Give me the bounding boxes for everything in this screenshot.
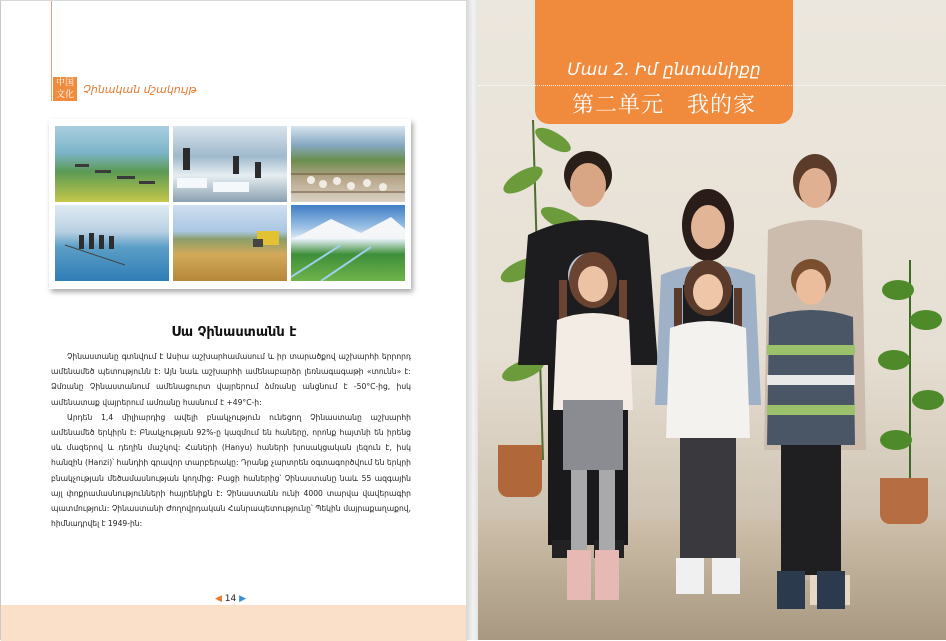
plant-right-icon — [870, 250, 946, 490]
girl-left-figure — [543, 250, 643, 605]
article-paragraph: Արդեն 1,4 միլիարդից ավելի բնակչություն ունեցող Չինաստանը աշխարհի ամենամեծ երկիրն է: Բնակչության 92%-ը կազմում են հաները, որոնք հայտնի են իրենց սև մազերով և դեղին մաշկով: Հաների (Hanyu) հաների խոսակցական լեզուն է, իսկ հանզին (Hanzi)՝ հանդիի գրավոր տարբերակը: Դրանք չարտրեն օգտագործվում են երկրի բնակչության մեծամասնության կողմից: Բացի հաներից՝ Չինաստանը նաև 55 ազգային այլ փոքրամասնությունների հայրենիքն է: Չինաստանն ունի 4000 տարվա վավերագիր պատմություն: Չինաստանի Ժողովրդական Հանրապետությունը՝ Պեկին մայրաքաղաքով, հիմնադրվել է 1949-ին: — [51, 412, 411, 529]
article-paragraph: Չինաստանը գտնվում է Ասիա աշխարհամասում և իր տարածքով աշխարհի երրորդ ամենամեծ պետությունն է: Այն նաև աշխարհի ամենաբարձր լեռնագագաթի «տունն» է: Ձմռանը Չինաստանում ամենացուրտ վայրերում ձմռանը անցնում է -50°C-ից, իսկ ամենատաք վայրերում ամռանը հասնում է +49°C-ի: — [51, 352, 411, 407]
prev-page-icon[interactable]: ◀ — [215, 594, 222, 604]
dotted-divider — [478, 85, 946, 86]
wheat-harvest-photo — [173, 205, 287, 281]
unit-title: 第二单元 我的家 — [571, 93, 756, 118]
lake-boats-photo — [55, 126, 169, 202]
plant-pot — [880, 478, 928, 524]
unit-subtitle: Մաս 2. Իմ ընտանիքը — [567, 60, 761, 80]
page-number — [215, 594, 246, 604]
photo-grid — [49, 119, 411, 289]
left-page — [0, 0, 466, 640]
sheep-farm-photo — [291, 126, 405, 202]
section-logo: 中国文化 — [53, 77, 77, 101]
rice-terrace-photo — [291, 205, 405, 281]
page-number-label: 14 — [224, 594, 237, 604]
section-title: Չինական մշակույթ — [83, 83, 197, 96]
next-page-icon[interactable]: ▶ — [239, 594, 247, 604]
boy-figure — [761, 255, 861, 615]
article-body — [51, 349, 411, 531]
article-title: Սա Չինաստանն է — [171, 325, 297, 340]
book-gutter — [466, 0, 478, 640]
girl-middle-figure — [658, 258, 758, 613]
margin-rule — [51, 1, 52, 101]
fishing-net-photo — [55, 205, 169, 281]
unit-header-banner — [535, 0, 793, 124]
footer-band — [1, 605, 467, 641]
ice-harvest-photo — [173, 126, 287, 202]
